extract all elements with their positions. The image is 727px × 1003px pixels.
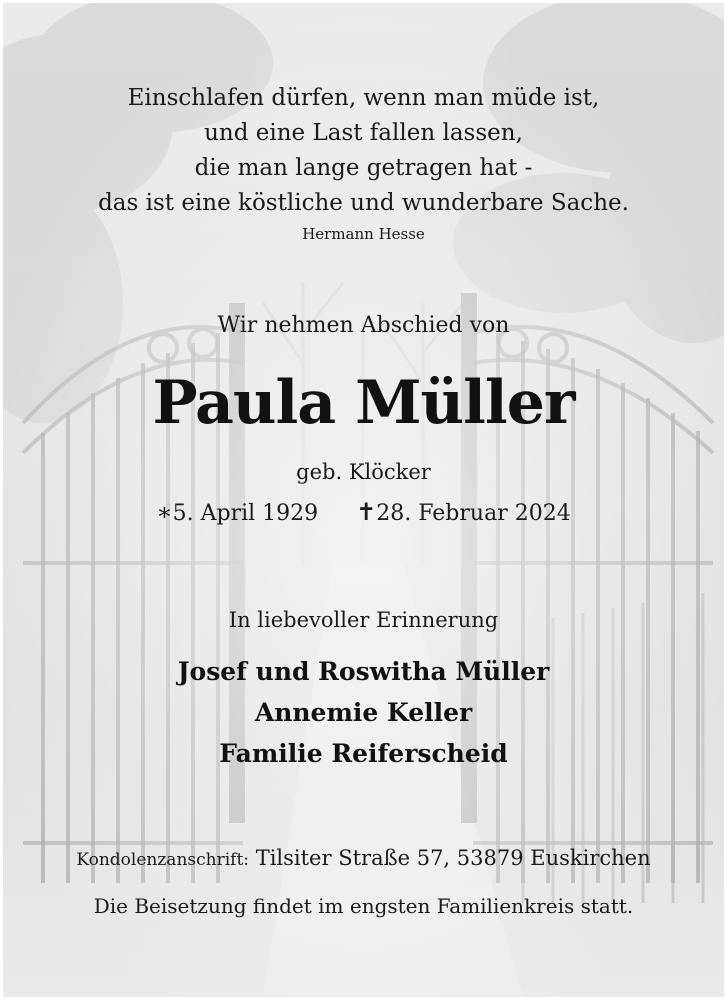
- poem-author: Hermann Hesse: [302, 225, 425, 243]
- deceased-name: Paula Müller: [152, 368, 575, 438]
- address-value: Tilsiter Straße 57, 53879 Euskirchen: [255, 846, 651, 870]
- farewell-intro: Wir nehmen Abschied von: [217, 313, 510, 338]
- condolence-address: [3, 843, 724, 875]
- obituary-notice: [3, 3, 724, 997]
- mourner-name: Josef und Roswitha Müller: [177, 657, 550, 686]
- death-date: 28. Februar 2024: [376, 501, 571, 526]
- poem-quote: [3, 81, 724, 245]
- birth-date: 5. April 1929: [172, 501, 319, 526]
- memory-intro: In liebevoller Erinnerung: [228, 608, 499, 632]
- life-dates: [3, 497, 724, 529]
- poem-line: die man lange getragen hat -: [194, 155, 533, 181]
- mourner-name: Familie Reiferscheid: [219, 739, 508, 768]
- mourner-name: Annemie Keller: [254, 698, 473, 727]
- death-cross-icon: ✝: [356, 498, 377, 526]
- address-label: Kondolenzanschrift:: [76, 850, 249, 870]
- maiden-name: geb. Klöcker: [296, 460, 431, 484]
- funeral-note: Die Beisetzung findet im engsten Familienkreis statt.: [93, 894, 634, 918]
- poem-line: das ist eine köstliche und wunderbare Sache.: [98, 190, 629, 216]
- poem-line: und eine Last fallen lassen,: [204, 120, 523, 146]
- obituary-content: [3, 3, 724, 997]
- mourners-list: [3, 651, 724, 774]
- birth-star-icon: ∗: [156, 498, 173, 526]
- poem-line: Einschlafen dürfen, wenn man müde ist,: [127, 85, 600, 111]
